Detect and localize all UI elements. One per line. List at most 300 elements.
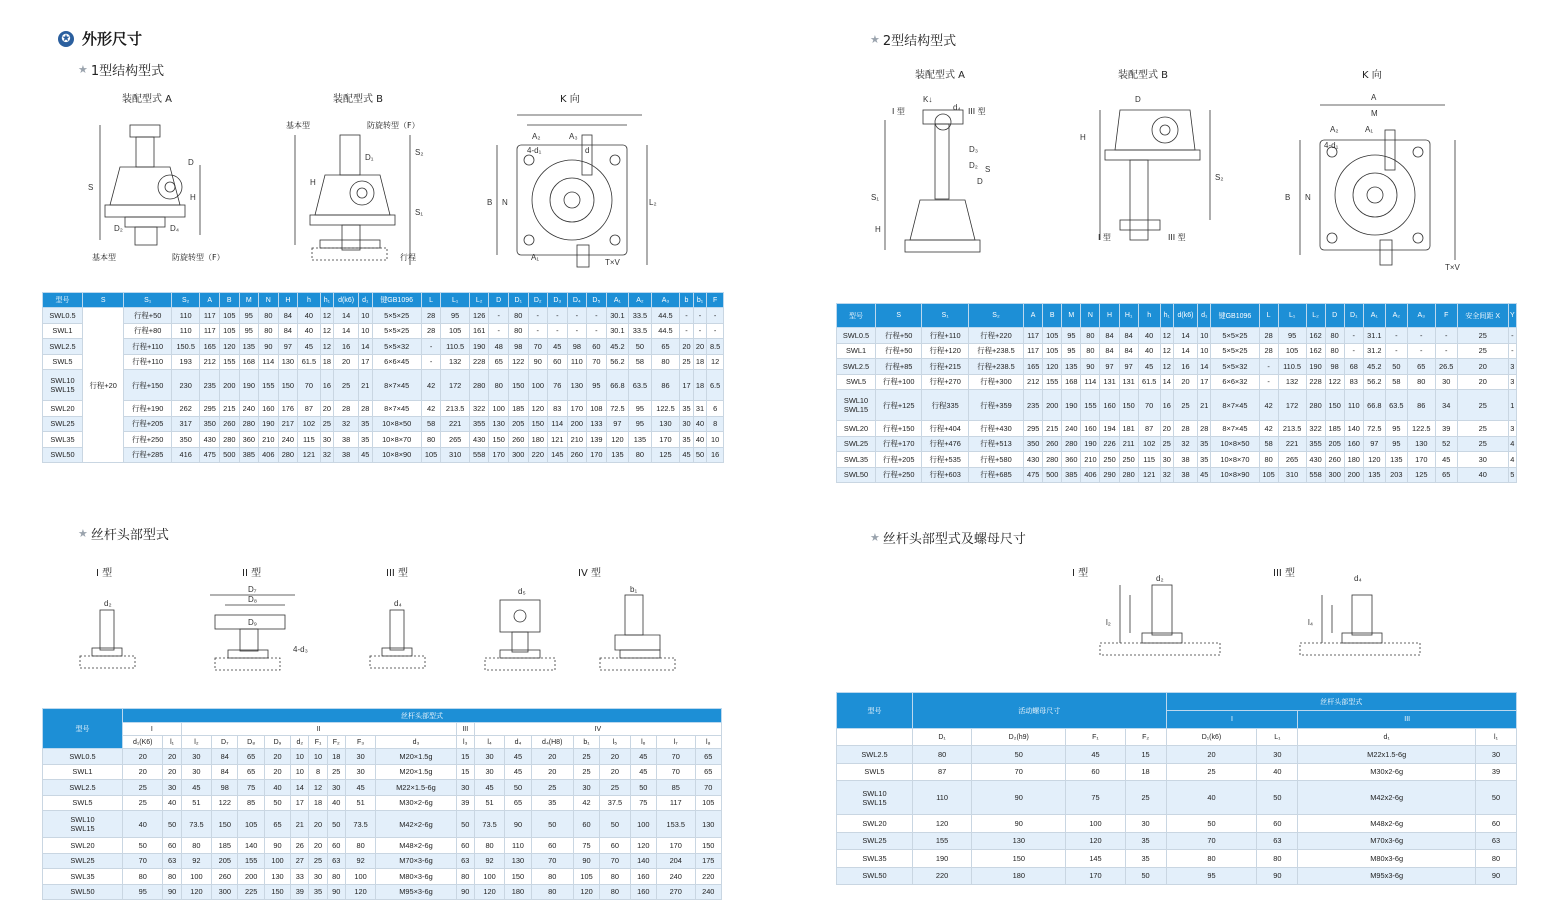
table-cell: 25 [123, 795, 163, 811]
table-cell: 280 [1043, 452, 1062, 468]
table-cell: 120 [181, 884, 211, 900]
table-cell: 280 [220, 432, 240, 448]
table-cell: M20×1.5g [376, 749, 456, 765]
svg-text:A₁: A₁ [531, 253, 540, 262]
column-header: D₁(k6) [1166, 729, 1257, 746]
table-cell: 65 [264, 811, 290, 838]
table-cell: 20 [1166, 746, 1257, 764]
table-cell: 213.5 [1278, 421, 1306, 437]
table-cell: 280 [1306, 390, 1325, 421]
table-cell: 行程+50 [876, 328, 922, 344]
column-header: N [259, 293, 279, 308]
column-header: l₆ [630, 736, 656, 749]
table-row [43, 447, 724, 463]
table-cell: 17 [1198, 374, 1211, 390]
model-name: SWL15 [862, 797, 887, 807]
table-cell: 80 [259, 308, 279, 324]
table-cell: 10×8×70 [372, 432, 421, 448]
table-cell: 63 [327, 853, 345, 869]
table-cell: 84 [1119, 343, 1138, 359]
nut-spec-table [836, 692, 1517, 885]
table-cell: 28 [421, 323, 441, 339]
table-cell: 50 [972, 746, 1066, 764]
table-cell: 63 [456, 853, 474, 869]
table-cell: - [1435, 328, 1457, 344]
table-cell: 16 [334, 339, 359, 355]
table-cell: 行程+100 [876, 374, 922, 390]
table-cell: 10 [291, 749, 309, 765]
table-cell: 80 [456, 869, 474, 885]
table-cell: 17 [291, 795, 309, 811]
table-cell: 500 [1043, 467, 1062, 483]
table-row [43, 432, 724, 448]
svg-text:L₂: L₂ [649, 198, 657, 207]
column-header: D₇ [212, 736, 238, 749]
table-cell: 117 [200, 308, 220, 324]
table-cell: 160 [259, 401, 279, 417]
table-cell: 350 [200, 416, 220, 432]
table-cell: 406 [1081, 467, 1100, 483]
table-cell: 15 [1125, 746, 1166, 764]
table-cell: 70 [528, 339, 548, 355]
table-cell: 25 [1160, 436, 1173, 452]
table-cell: 140 [630, 853, 656, 869]
table-cell: - [693, 308, 707, 324]
svg-text:d₂: d₂ [1156, 575, 1164, 583]
table-cell: 58 [421, 416, 441, 432]
table-cell: 14 [334, 323, 359, 339]
table-cell: 行程+603 [922, 467, 968, 483]
table-cell: 125 [1407, 467, 1435, 483]
column-header: H [1100, 304, 1119, 328]
table-cell: 25 [309, 853, 327, 869]
table-cell: 25 [123, 780, 163, 796]
table-cell: 行程+580 [968, 452, 1023, 468]
table-row [43, 401, 724, 417]
table-cell: - [1344, 328, 1363, 344]
table-cell: 45 [1198, 467, 1211, 483]
column-header: h₁ [320, 293, 334, 308]
table-cell: 40 [123, 811, 163, 838]
table-cell: - [1385, 328, 1407, 344]
table-cell: 205 [508, 416, 528, 432]
table-cell: 60 [573, 811, 599, 838]
table-cell: 45 [680, 447, 694, 463]
table-cell: 350 [171, 432, 200, 448]
table-cell: 150 [695, 838, 722, 854]
table-cell: 130 [264, 869, 290, 885]
table-cell: 39 [456, 795, 474, 811]
table-cell: M80×3-6g [376, 869, 456, 885]
table-cell: 28 [421, 308, 441, 324]
column-header: S₁ [124, 293, 171, 308]
svg-text:A₂: A₂ [1330, 125, 1339, 134]
table-cell: - [1508, 343, 1516, 359]
table-cell: 25 [531, 780, 573, 796]
table-cell: 10×8×90 [1211, 467, 1259, 483]
table-cell: - [1259, 359, 1278, 375]
table-row [837, 815, 1517, 833]
table-cell: 10×8×90 [372, 447, 421, 463]
table-cell: 180 [528, 432, 548, 448]
table-cell: 61.5 [298, 354, 321, 370]
table-cell: 27 [291, 853, 309, 869]
column-header: A₂ [1385, 304, 1407, 328]
table-cell: 45 [548, 339, 568, 355]
table-cell: 行程335 [922, 390, 968, 421]
table-cell: 200 [1043, 390, 1062, 421]
table-cell: 150 [505, 869, 531, 885]
table-cell: 194 [1100, 421, 1119, 437]
table-cell: 8 [309, 764, 327, 780]
table-row [43, 416, 724, 432]
table-cell: 260 [1043, 436, 1062, 452]
model-cell: SWL5 [43, 795, 123, 811]
table-cell: 行程+238.5 [968, 359, 1023, 375]
table-cell: 165 [200, 339, 220, 355]
table-cell: 317 [171, 416, 200, 432]
table-cell: - [489, 323, 509, 339]
table-cell: 162 [1306, 343, 1325, 359]
column-header: A [200, 293, 220, 308]
table-cell: 10 [1198, 343, 1211, 359]
column-header: A₃ [651, 293, 680, 308]
table-cell: 33 [291, 869, 309, 885]
table-cell: 45 [505, 749, 531, 765]
table-cell: 126 [469, 308, 489, 324]
model-cell: SWL25 [43, 416, 83, 432]
table-cell: 190 [469, 339, 489, 355]
svg-text:d₄: d₄ [953, 103, 961, 112]
table-cell: 21 [291, 811, 309, 838]
table-cell: 60 [327, 838, 345, 854]
table-cell: 100 [630, 811, 656, 838]
table-cell: 83 [1344, 374, 1363, 390]
table-cell: 45 [345, 780, 375, 796]
table-cell: 33.5 [629, 323, 652, 339]
table-cell: 10 [358, 308, 372, 324]
star-icon: ★ [870, 33, 880, 46]
table-row [837, 421, 1517, 437]
table-cell: 135 [629, 432, 652, 448]
table-cell: 行程+150 [124, 370, 171, 401]
column-header: b₁ [693, 293, 707, 308]
column-header: Y [1508, 304, 1516, 328]
table-cell: 95 [629, 401, 652, 417]
table-cell: - [1344, 343, 1363, 359]
table-cell: 172 [441, 370, 470, 401]
table-cell: 70 [656, 749, 695, 765]
table-cell: 63 [1257, 832, 1298, 850]
table-cell: 52 [1435, 436, 1457, 452]
table-cell: 228 [1306, 374, 1325, 390]
table-cell: 180 [972, 867, 1066, 885]
table-cell: 85 [656, 780, 695, 796]
group-label: IV [474, 723, 721, 736]
table-cell: 18 [320, 354, 334, 370]
table-cell: 65 [238, 764, 264, 780]
table-cell: 35 [1198, 452, 1211, 468]
table-cell: 5×5×25 [372, 323, 421, 339]
column-header: l₇ [656, 736, 695, 749]
table-cell: 63 [163, 853, 181, 869]
table-cell: 30 [1475, 746, 1516, 764]
table-cell: 30.1 [606, 323, 629, 339]
table-cell: 170 [1066, 867, 1125, 885]
model-cell: SWL2.5 [43, 780, 123, 796]
model-cell: SWL50 [837, 467, 876, 483]
table-cell: 322 [1306, 421, 1325, 437]
table-cell: 80 [345, 838, 375, 854]
model-cell: SWL0.5 [43, 308, 83, 324]
table-cell: 30.1 [606, 308, 629, 324]
svg-text:4-d₃: 4-d₃ [293, 645, 308, 654]
group-label: I [123, 723, 182, 736]
table-cell: 110 [171, 323, 200, 339]
diagram-label: 装配型式 A [122, 94, 173, 105]
svg-text:K↓: K↓ [923, 95, 933, 104]
table-cell: 203 [1385, 467, 1407, 483]
table-cell: 97 [1100, 359, 1119, 375]
model-cell: SWL20 [43, 401, 83, 417]
table-cell: 31.1 [1363, 328, 1385, 344]
column-header: d₄(H8) [531, 736, 573, 749]
table-cell: 30 [320, 432, 334, 448]
table-cell: 105 [441, 323, 470, 339]
table-cell: 355 [469, 416, 489, 432]
table-cell: 30 [181, 749, 211, 765]
section-title-type2: ★ 2型结构型式 [870, 33, 957, 49]
table-subheader-row [837, 729, 1517, 746]
table-cell: 102 [298, 416, 321, 432]
table-cell: 25 [327, 764, 345, 780]
table-cell: 130 [489, 416, 509, 432]
table-cell: 35 [1125, 850, 1166, 868]
head-nut-drawing [1090, 575, 1430, 670]
column-header: F₂ [327, 736, 345, 749]
svg-text:A₂: A₂ [532, 132, 541, 141]
table-cell: 90 [1081, 359, 1100, 375]
table-cell: 114 [1081, 374, 1100, 390]
table-cell: 35 [358, 432, 372, 448]
table-cell: 139 [587, 432, 607, 448]
table-cell: 45.2 [1363, 359, 1385, 375]
column-header: F₃ [345, 736, 375, 749]
table-cell: 122 [1325, 374, 1344, 390]
column-header: l₈ [695, 736, 722, 749]
table-cell: 30 [1160, 452, 1173, 468]
column-header: D [1325, 304, 1344, 328]
table-cell: 97 [278, 339, 298, 355]
table-cell: M30×2-6g [376, 795, 456, 811]
head-types-drawing [60, 580, 720, 680]
svg-text:A₁: A₁ [1365, 125, 1374, 134]
table-cell: 155 [1043, 374, 1062, 390]
stroke-merged-cell: 行程+20 [82, 308, 123, 463]
table-cell: 行程+85 [876, 359, 922, 375]
model-cell: SWL1 [837, 343, 876, 359]
column-header: d₂ [291, 736, 309, 749]
table-cell: 80 [123, 869, 163, 885]
table-cell: 100 [474, 869, 504, 885]
table-cell: 200 [220, 370, 240, 401]
table-cell: 20 [309, 838, 327, 854]
table-cell: 60 [1066, 763, 1125, 781]
table-cell: 5×5×25 [1211, 343, 1259, 359]
table-cell: 10 [309, 749, 327, 765]
table-cell: 95 [1062, 328, 1081, 344]
table-cell: 20 [123, 764, 163, 780]
table-cell: 295 [200, 401, 220, 417]
table-cell: 190 [259, 416, 279, 432]
table-cell: 70 [298, 370, 321, 401]
table-cell: 39 [1475, 763, 1516, 781]
table-row [43, 323, 724, 339]
table-cell: - [1385, 343, 1407, 359]
table-cell: - [1407, 328, 1435, 344]
table-cell: 行程+50 [124, 308, 171, 324]
svg-text:d: d [585, 146, 590, 155]
table-row [837, 763, 1517, 781]
table-cell: 300 [212, 884, 238, 900]
table-cell: 45.2 [606, 339, 629, 355]
table-row [837, 781, 1517, 815]
table-cell: 30 [181, 764, 211, 780]
table-cell: 44.5 [651, 308, 680, 324]
table-cell: - [693, 323, 707, 339]
table-cell: 行程+205 [876, 452, 922, 468]
table-cell: 86 [1407, 390, 1435, 421]
table-cell: 558 [469, 447, 489, 463]
table-cell: 235 [200, 370, 220, 401]
table-cell: 45 [358, 447, 372, 463]
column-header: F [1435, 304, 1457, 328]
table-cell: 3 [1508, 374, 1516, 390]
table-cell: 115 [1138, 452, 1160, 468]
column-group-header: 活动螺母尺寸 [913, 693, 1167, 729]
table-cell: 45 [1138, 359, 1160, 375]
table-cell: 20 [1173, 374, 1197, 390]
svg-text:A₃: A₃ [569, 132, 578, 141]
head-spec-table [42, 708, 722, 900]
table-cell: 行程+150 [876, 421, 922, 437]
column-header: L₁ [1278, 304, 1306, 328]
table-cell: 135 [606, 447, 629, 463]
table-cell: 20 [1457, 374, 1508, 390]
table-cell: 122 [212, 795, 238, 811]
table-cell: 20 [264, 749, 290, 765]
table-cell: 42 [421, 370, 441, 401]
table-cell: 80 [1325, 328, 1344, 344]
table-cell: 95 [239, 323, 259, 339]
svg-text:S₂: S₂ [415, 148, 424, 157]
table-cell: 80 [913, 746, 972, 764]
table-cell: 30 [345, 749, 375, 765]
table-cell: 210 [567, 432, 587, 448]
table-cell: 72.5 [606, 401, 629, 417]
table-cell: 80 [600, 884, 630, 900]
table-cell: 280 [278, 447, 298, 463]
table-cell: 17 [680, 370, 694, 401]
table-cell: 20 [163, 749, 181, 765]
table-cell: 25 [600, 780, 630, 796]
table-cell: 14 [1198, 359, 1211, 375]
table-cell: 35 [309, 884, 327, 900]
table-cell: 50 [1385, 359, 1407, 375]
column-header: h [1138, 304, 1160, 328]
model-name: SWL15 [50, 385, 75, 394]
column-header: D₂(h9) [972, 729, 1066, 746]
table-cell: 38 [1173, 467, 1197, 483]
table-cell: 50 [264, 795, 290, 811]
diagram-label: 装配型式 A [915, 70, 966, 81]
svg-text:N: N [502, 198, 508, 207]
table-cell: 50 [630, 780, 656, 796]
table-cell: 40 [693, 416, 707, 432]
table-cell: 1 [1508, 390, 1516, 421]
table-cell: 51 [345, 795, 375, 811]
table-cell: - [707, 308, 724, 324]
model-cell: SWL35 [43, 432, 83, 448]
table-cell: 105 [695, 795, 722, 811]
table-cell: 45 [474, 780, 504, 796]
diagram-label: I 型 [892, 107, 905, 116]
table-cell: 行程+50 [876, 343, 922, 359]
table-cell: 20 [123, 749, 163, 765]
column-header: L₁ [441, 293, 470, 308]
table-cell: 50 [693, 447, 707, 463]
table-cell: 95 [239, 308, 259, 324]
table-cell: 80 [1257, 850, 1298, 868]
column-header: H [278, 293, 298, 308]
table-cell: 475 [1024, 467, 1043, 483]
table-cell: 225 [238, 884, 264, 900]
table-cell: 98 [1325, 359, 1344, 375]
table-cell: 221 [1278, 436, 1306, 452]
table-cell: 87 [913, 763, 972, 781]
table-cell: 行程+476 [922, 436, 968, 452]
table-cell: 80 [474, 838, 504, 854]
table-cell: 122 [508, 354, 528, 370]
table-cell: 265 [441, 432, 470, 448]
table-cell: 14 [1160, 374, 1173, 390]
table-cell: 240 [278, 432, 298, 448]
table-cell: 105 [220, 323, 240, 339]
table-cell: 50 [531, 811, 573, 838]
table-cell: 25 [1173, 390, 1197, 421]
table-cell: 80 [629, 447, 652, 463]
table-cell: 133 [587, 416, 607, 432]
model-name: SWL15 [843, 405, 869, 414]
table-cell: 12 [309, 780, 327, 796]
table-cell: 80 [163, 869, 181, 885]
table-cell: 38 [334, 447, 359, 463]
column-header: d(k6) [334, 293, 359, 308]
column-header: S [876, 304, 922, 328]
table-cell: 10 [1198, 328, 1211, 344]
table-cell: 20 [531, 749, 573, 765]
table-cell: 10 [358, 323, 372, 339]
table-row [837, 436, 1517, 452]
column-header: F₂ [1125, 729, 1166, 746]
table-cell: 210 [1081, 452, 1100, 468]
column-header: b₁ [573, 736, 599, 749]
table-cell: 20 [600, 764, 630, 780]
table-cell: 310 [441, 447, 470, 463]
table-cell: 86 [651, 370, 680, 401]
table-cell: 12 [320, 308, 334, 324]
table-cell: 73.5 [181, 811, 211, 838]
